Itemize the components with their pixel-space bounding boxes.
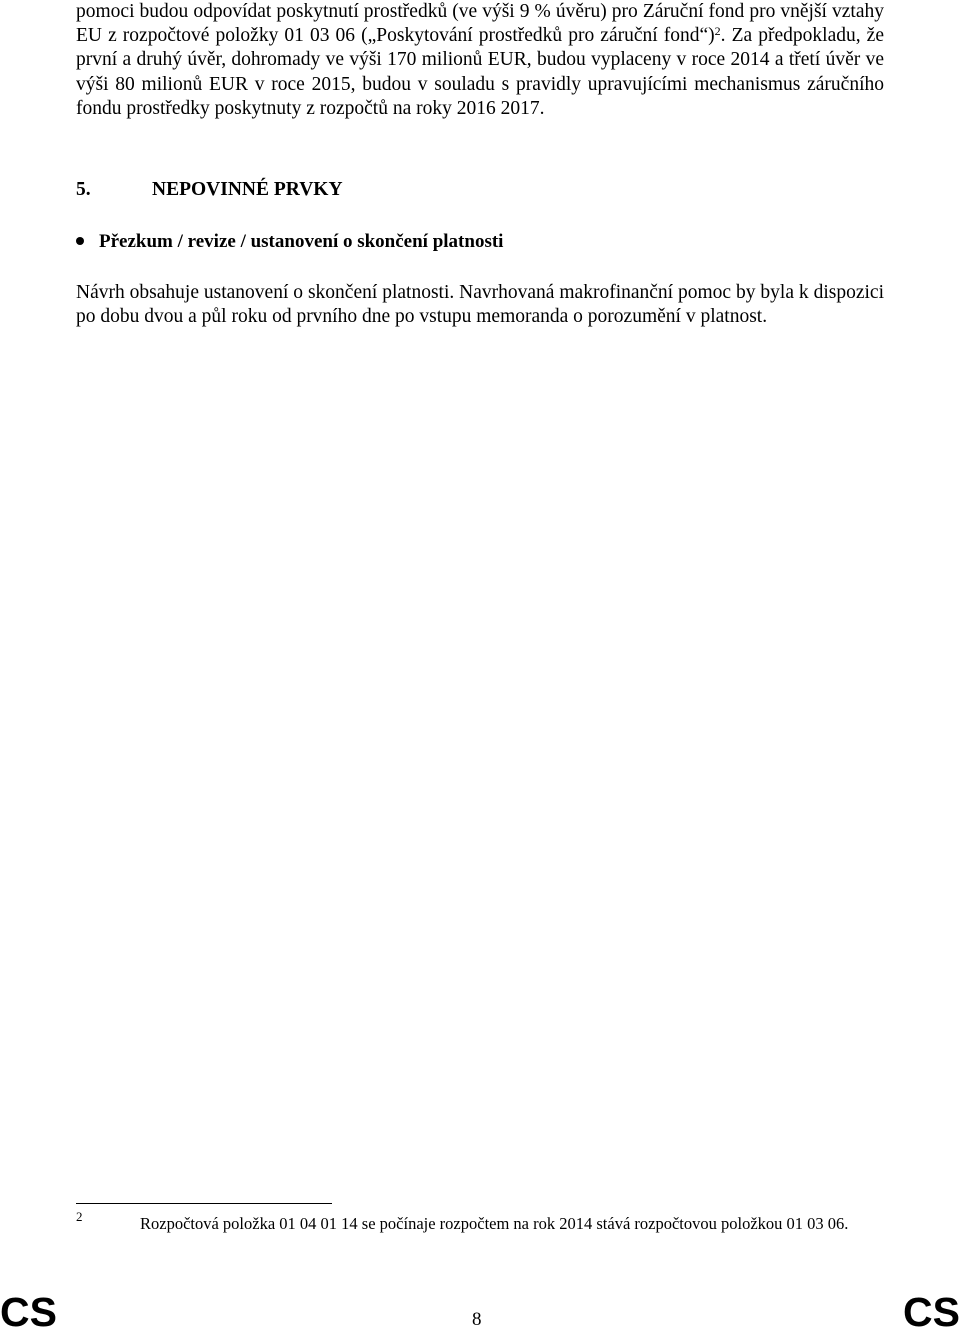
section-number: 5. xyxy=(76,179,91,200)
section-title: NEPOVINNÉ PRVKY xyxy=(152,179,343,200)
body-paragraph-2: Návrh obsahuje ustanovení o skončení platnosti. Navrhovaná makrofinanční pomoc by byla k dispozici po dobu dvou a půl roku od prvního dne po vstupu memoranda o porozumění v platnost. xyxy=(76,282,884,328)
paragraph-1-text-after: . Za předpokladu, že první a druhý úvěr, dohromady ve výši 170 milionů EUR, budou vyplaceny v roce 2014 a třetí úvěr ve výši 80 milionů EUR v roce 2015, budou v souladu s pravidly upravujícími mechanismus záručního fondu prostředky poskytnuty z rozpočtů na roky 2016 2017. xyxy=(76,25,884,119)
footnote-separator xyxy=(76,1203,332,1204)
paragraph-1-text-before: pomoci budou odpovídat poskytnutí prostředků (ve výši 9 % úvěru) pro Záruční fond pro vnější vztahy EU z rozpočtové položky 01 03 06 („Poskytování prostředků pro záruční fond“) xyxy=(76,1,884,47)
bullet-text: Přezkum / revize / ustanovení o skončení platnosti xyxy=(99,231,504,252)
footer-language-right: CS xyxy=(903,1289,960,1335)
page-number: 8 xyxy=(472,1309,482,1330)
footer-language-left: CS xyxy=(0,1289,57,1335)
bullet-item xyxy=(76,230,503,254)
footnote-text: Rozpočtová položka 01 04 01 14 se počínaje rozpočtem na rok 2014 stává rozpočtovou položkou 01 03 06. xyxy=(140,1214,849,1233)
section-heading xyxy=(76,178,343,202)
footnote-reference[interactable]: 2 xyxy=(714,24,721,39)
body-paragraph-1 xyxy=(76,0,884,121)
footnote-mark: 2 xyxy=(76,1209,83,1224)
bullet-icon xyxy=(76,237,84,245)
